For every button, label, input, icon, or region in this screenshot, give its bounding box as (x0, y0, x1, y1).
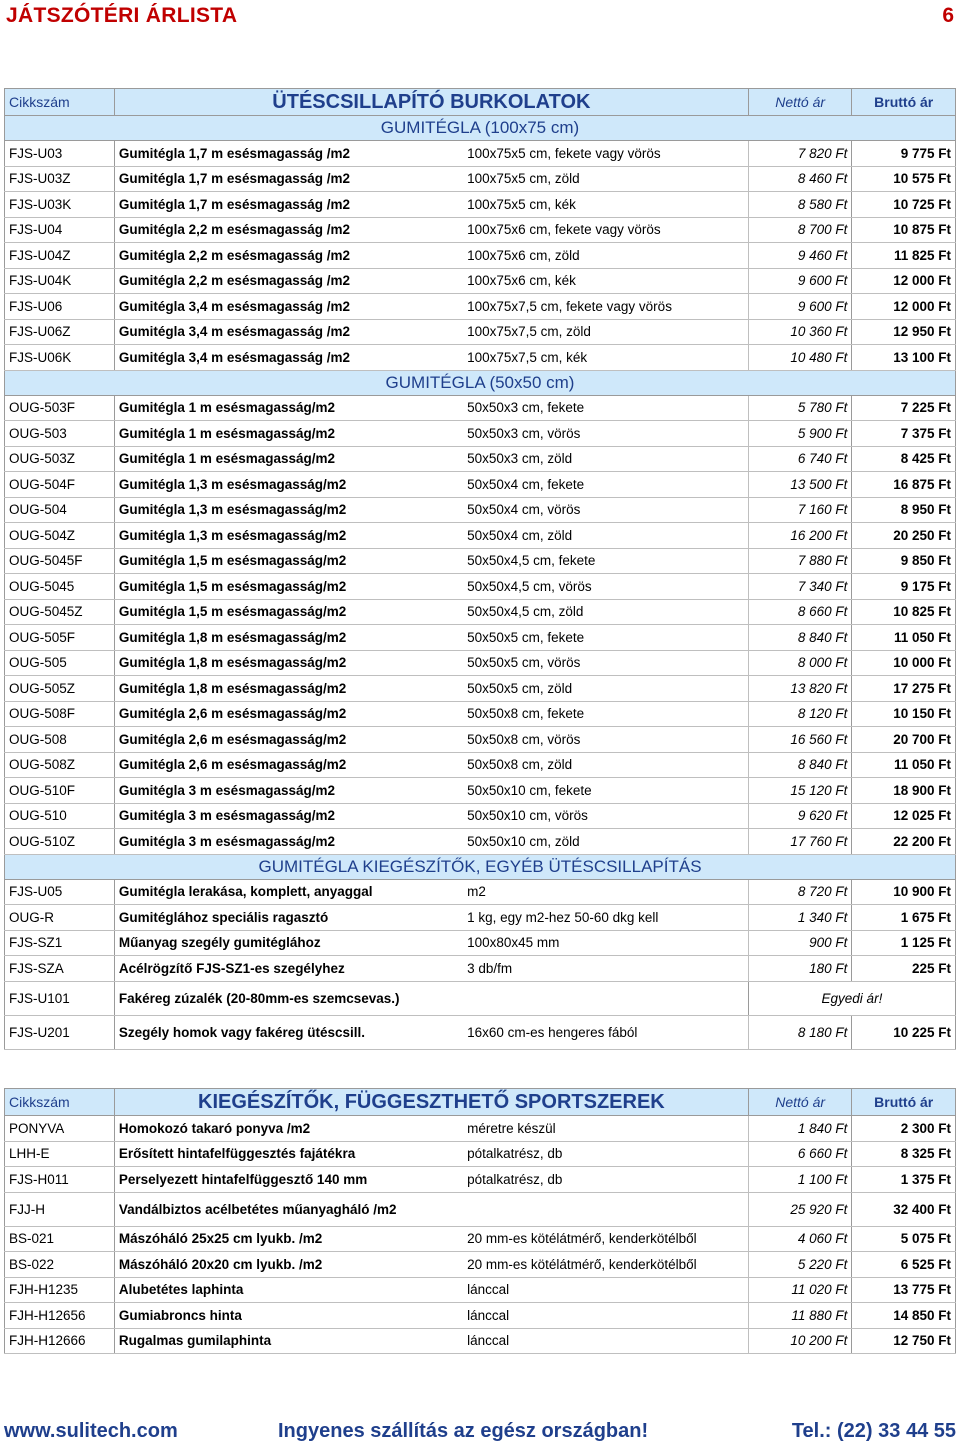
item-spec: 50x50x5 cm, zöld (463, 676, 748, 702)
table-row (5, 1192, 956, 1226)
table-row (5, 294, 956, 320)
item-code: OUG-503Z (5, 446, 115, 472)
item-spec: lánccal (463, 1303, 748, 1329)
item-gross-price: 11 050 Ft (852, 625, 956, 651)
page-header (6, 4, 956, 34)
table-row (5, 956, 956, 982)
table-row (5, 701, 956, 727)
item-gross-price: 1 125 Ft (852, 930, 956, 956)
item-name: Alubetétes laphinta (114, 1277, 463, 1303)
item-spec: 50x50x4 cm, vörös (463, 497, 748, 523)
item-name: Szegély homok vagy fakéreg ütéscsill. (114, 1015, 463, 1049)
item-net-price: 180 Ft (748, 956, 852, 982)
item-gross-price: 20 250 Ft (852, 523, 956, 549)
section-title: KIEGÉSZÍTŐK, FÜGGESZTHETŐ SPORTSZEREK (114, 1089, 748, 1116)
table-row (5, 727, 956, 753)
item-code: BS-021 (5, 1226, 115, 1252)
table-header-row (5, 1089, 956, 1116)
item-code: FJS-U101 (5, 981, 115, 1015)
item-net-price: 11 020 Ft (748, 1277, 852, 1303)
item-net-price: 1 100 Ft (748, 1167, 852, 1193)
item-net-price: 16 200 Ft (748, 523, 852, 549)
item-gross-price: 10 000 Ft (852, 650, 956, 676)
item-net-price: 8 460 Ft (748, 166, 852, 192)
item-spec: 50x50x4 cm, zöld (463, 523, 748, 549)
item-net-price: 8 660 Ft (748, 599, 852, 625)
item-name: Gumitégla 1,8 m esésmagasság/m2 (114, 625, 463, 651)
item-spec: 100x80x45 mm (463, 930, 748, 956)
item-spec: 1 kg, egy m2-hez 50-60 dkg kell (463, 905, 748, 931)
table-row (5, 166, 956, 192)
item-code: FJJ-H (5, 1192, 115, 1226)
item-spec: 50x50x10 cm, fekete (463, 778, 748, 804)
item-net-price: 6 660 Ft (748, 1141, 852, 1167)
table-row (5, 1328, 956, 1354)
item-net-price: 5 780 Ft (748, 395, 852, 421)
item-code: OUG-503F (5, 395, 115, 421)
item-spec: 100x75x7,5 cm, kék (463, 345, 748, 371)
table-row (5, 930, 956, 956)
group-title: GUMITÉGLA (50x50 cm) (5, 370, 956, 395)
item-gross-price: 9 775 Ft (852, 141, 956, 167)
table-row (5, 497, 956, 523)
item-gross-price: 12 000 Ft (852, 268, 956, 294)
item-net-price: 5 900 Ft (748, 421, 852, 447)
item-code: FJS-U04 (5, 217, 115, 243)
item-spec: 50x50x3 cm, fekete (463, 395, 748, 421)
item-code: LHH-E (5, 1141, 115, 1167)
item-code: FJS-H011 (5, 1167, 115, 1193)
item-gross-price: 10 150 Ft (852, 701, 956, 727)
table-row (5, 446, 956, 472)
table-row (5, 548, 956, 574)
item-net-price: 8 180 Ft (748, 1015, 852, 1049)
item-gross-price: 10 900 Ft (852, 879, 956, 905)
item-name: Gumitégla lerakása, komplett, anyaggal (114, 879, 463, 905)
item-name: Homokozó takaró ponyva /m2 (114, 1116, 463, 1142)
item-code: OUG-503 (5, 421, 115, 447)
item-name: Mászóháló 25x25 cm lyukb. /m2 (114, 1226, 463, 1252)
item-net-price: 1 340 Ft (748, 905, 852, 931)
price-table-surfacing (4, 88, 956, 1050)
table-row (5, 523, 956, 549)
item-net-price: 10 480 Ft (748, 345, 852, 371)
item-name: Gumitégla 2,6 m esésmagasság/m2 (114, 752, 463, 778)
item-name: Rugalmas gumilaphinta (114, 1328, 463, 1354)
item-net-price: 8 000 Ft (748, 650, 852, 676)
item-spec: 100x75x5 cm, kék (463, 192, 748, 218)
item-code: OUG-505 (5, 650, 115, 676)
item-spec: 16x60 cm-es hengeres fából (463, 1015, 748, 1049)
item-net-price: 7 160 Ft (748, 497, 852, 523)
item-spec: 50x50x4,5 cm, zöld (463, 599, 748, 625)
item-spec: lánccal (463, 1277, 748, 1303)
item-net-price: 5 220 Ft (748, 1252, 852, 1278)
item-gross-price: 8 950 Ft (852, 497, 956, 523)
item-net-price: 8 580 Ft (748, 192, 852, 218)
table-row (5, 752, 956, 778)
item-gross-price: 13 775 Ft (852, 1277, 956, 1303)
item-gross-price: 5 075 Ft (852, 1226, 956, 1252)
item-name: Gumitégla 1,7 m esésmagasság /m2 (114, 141, 463, 167)
item-gross-price: 32 400 Ft (852, 1192, 956, 1226)
item-gross-price: 18 900 Ft (852, 778, 956, 804)
item-spec: 50x50x5 cm, vörös (463, 650, 748, 676)
table-row (5, 1167, 956, 1193)
item-code: OUG-5045Z (5, 599, 115, 625)
item-gross-price: 11 050 Ft (852, 752, 956, 778)
item-net-price: 16 560 Ft (748, 727, 852, 753)
item-name: Gumitégla 3 m esésmagasság/m2 (114, 803, 463, 829)
table-row (5, 345, 956, 371)
item-code: FJH-H12656 (5, 1303, 115, 1329)
table-row (5, 625, 956, 651)
table-row (5, 803, 956, 829)
item-spec: 50x50x4 cm, fekete (463, 472, 748, 498)
item-name: Gumitégla 1,3 m esésmagasság/m2 (114, 523, 463, 549)
table-row (5, 676, 956, 702)
item-code: FJS-U03Z (5, 166, 115, 192)
table-row (5, 421, 956, 447)
footer-phone: Tel.: (22) 33 44 55 (791, 1420, 956, 1442)
item-gross-price: 2 300 Ft (852, 1116, 956, 1142)
table-row (5, 1226, 956, 1252)
item-code: OUG-508F (5, 701, 115, 727)
item-name: Gumitégla 3,4 m esésmagasság /m2 (114, 319, 463, 345)
item-name: Gumitégla 3,4 m esésmagasság /m2 (114, 345, 463, 371)
item-code: FJS-U05 (5, 879, 115, 905)
table-row (5, 1252, 956, 1278)
group-header-row (5, 116, 956, 141)
item-net-price: 9 600 Ft (748, 268, 852, 294)
item-net-price: 15 120 Ft (748, 778, 852, 804)
group-header-row (5, 370, 956, 395)
item-spec: m2 (463, 879, 748, 905)
item-spec: 50x50x10 cm, zöld (463, 829, 748, 855)
item-name: Gumitégla 1,8 m esésmagasság/m2 (114, 676, 463, 702)
item-spec: pótalkatrész, db (463, 1141, 748, 1167)
item-name: Gumitégla 2,6 m esésmagasság/m2 (114, 701, 463, 727)
item-code: FJS-U06 (5, 294, 115, 320)
item-code: OUG-5045 (5, 574, 115, 600)
item-spec: 50x50x3 cm, vörös (463, 421, 748, 447)
item-code: OUG-508Z (5, 752, 115, 778)
item-code: OUG-510F (5, 778, 115, 804)
table-row (5, 650, 956, 676)
item-gross-price: 10 225 Ft (852, 1015, 956, 1049)
item-net-price: 9 620 Ft (748, 803, 852, 829)
item-name: Gumitégla 1,3 m esésmagasság/m2 (114, 497, 463, 523)
table-row (5, 879, 956, 905)
item-spec: 20 mm-es kötélátmérő, kenderkötélből (463, 1226, 748, 1252)
item-name: Gumitégla 3 m esésmagasság/m2 (114, 829, 463, 855)
item-gross-price: 1 375 Ft (852, 1167, 956, 1193)
item-net-price: 8 840 Ft (748, 752, 852, 778)
item-net-price: 7 820 Ft (748, 141, 852, 167)
price-table-accessories (4, 1088, 956, 1354)
item-name: Gumitéglához speciális ragasztó (114, 905, 463, 931)
item-spec: 50x50x4,5 cm, vörös (463, 574, 748, 600)
item-code: OUG-R (5, 905, 115, 931)
item-gross-price: 17 275 Ft (852, 676, 956, 702)
item-code: FJS-SZA (5, 956, 115, 982)
item-net-price: 7 340 Ft (748, 574, 852, 600)
table-row (5, 1015, 956, 1049)
table-row (5, 243, 956, 269)
item-name: Gumitégla 2,6 m esésmagasság/m2 (114, 727, 463, 753)
table-row (5, 192, 956, 218)
item-spec: 50x50x4,5 cm, fekete (463, 548, 748, 574)
item-name: Gumitégla 2,2 m esésmagasság /m2 (114, 217, 463, 243)
item-name: Gumitégla 1,7 m esésmagasság /m2 (114, 166, 463, 192)
item-name: Műanyag szegély gumitéglához (114, 930, 463, 956)
column-header-net: Nettó ár (748, 89, 852, 116)
table-row (5, 829, 956, 855)
item-net-price: 10 200 Ft (748, 1328, 852, 1354)
item-gross-price: 14 850 Ft (852, 1303, 956, 1329)
item-code: OUG-504 (5, 497, 115, 523)
item-spec: 100x75x6 cm, kék (463, 268, 748, 294)
item-net-price: 1 840 Ft (748, 1116, 852, 1142)
item-spec: 50x50x8 cm, fekete (463, 701, 748, 727)
item-net-price: 13 500 Ft (748, 472, 852, 498)
item-name: Gumitégla 2,2 m esésmagasság /m2 (114, 243, 463, 269)
item-gross-price: 1 675 Ft (852, 905, 956, 931)
section-title: ÜTÉSCSILLAPÍTÓ BURKOLATOK (114, 89, 748, 116)
item-gross-price: 10 725 Ft (852, 192, 956, 218)
item-gross-price: 8 425 Ft (852, 446, 956, 472)
item-net-price: 13 820 Ft (748, 676, 852, 702)
table-row (5, 981, 956, 1015)
item-gross-price: 12 025 Ft (852, 803, 956, 829)
table-row (5, 319, 956, 345)
footer-shipping-note: Ingyenes szállítás az egész országban! (278, 1420, 649, 1442)
item-name: Gumitégla 1,3 m esésmagasság/m2 (114, 472, 463, 498)
item-name: Gumiabroncs hinta (114, 1303, 463, 1329)
table-row (5, 778, 956, 804)
item-code: FJS-SZ1 (5, 930, 115, 956)
item-code: FJS-U03K (5, 192, 115, 218)
item-net-price: 11 880 Ft (748, 1303, 852, 1329)
item-code: OUG-510Z (5, 829, 115, 855)
item-code: FJS-U04K (5, 268, 115, 294)
item-gross-price: 16 875 Ft (852, 472, 956, 498)
item-spec: 50x50x8 cm, vörös (463, 727, 748, 753)
item-gross-price: 12 000 Ft (852, 294, 956, 320)
table-row (5, 905, 956, 931)
item-net-price: 25 920 Ft (748, 1192, 852, 1226)
group-title: GUMITÉGLA KIEGÉSZÍTŐK, EGYÉB ÜTÉSCSILLAPÍTÁS (5, 854, 956, 879)
item-gross-price: 20 700 Ft (852, 727, 956, 753)
page-number: 6 (942, 4, 954, 27)
item-name: Gumitégla 1,5 m esésmagasság/m2 (114, 574, 463, 600)
item-price-note: Egyedi ár! (748, 981, 955, 1015)
item-net-price: 8 120 Ft (748, 701, 852, 727)
item-name: Gumitégla 1,8 m esésmagasság/m2 (114, 650, 463, 676)
item-net-price: 10 360 Ft (748, 319, 852, 345)
item-code: FJS-U04Z (5, 243, 115, 269)
item-name: Perselyezett hintafelfüggesztő 140 mm (114, 1167, 463, 1193)
item-net-price: 900 Ft (748, 930, 852, 956)
item-spec: 100x75x5 cm, fekete vagy vörös (463, 141, 748, 167)
item-gross-price: 8 325 Ft (852, 1141, 956, 1167)
item-net-price: 8 720 Ft (748, 879, 852, 905)
table-row (5, 141, 956, 167)
item-spec: 100x75x6 cm, zöld (463, 243, 748, 269)
item-name: Acélrögzítő FJS-SZ1-es szegélyhez (114, 956, 463, 982)
item-spec: pótalkatrész, db (463, 1167, 748, 1193)
item-code: OUG-510 (5, 803, 115, 829)
item-spec: 3 db/fm (463, 956, 748, 982)
item-net-price: 6 740 Ft (748, 446, 852, 472)
item-code: OUG-505Z (5, 676, 115, 702)
item-code: FJS-U06K (5, 345, 115, 371)
item-spec: 20 mm-es kötélátmérő, kenderkötélből (463, 1252, 748, 1278)
page-title: JÁTSZÓTÉRI ÁRLISTA (6, 4, 238, 27)
group-title: GUMITÉGLA (100x75 cm) (5, 116, 956, 141)
item-gross-price: 7 225 Ft (852, 395, 956, 421)
item-name: Gumitégla 1,5 m esésmagasság/m2 (114, 599, 463, 625)
item-name: Gumitégla 3,4 m esésmagasság /m2 (114, 294, 463, 320)
item-gross-price: 9 175 Ft (852, 574, 956, 600)
item-gross-price: 7 375 Ft (852, 421, 956, 447)
item-spec: 100x75x6 cm, fekete vagy vörös (463, 217, 748, 243)
item-net-price: 7 880 Ft (748, 548, 852, 574)
item-spec: 100x75x7,5 cm, zöld (463, 319, 748, 345)
item-name: Gumitégla 1,7 m esésmagasság /m2 (114, 192, 463, 218)
table-row (5, 395, 956, 421)
table-header-row (5, 89, 956, 116)
item-gross-price: 9 850 Ft (852, 548, 956, 574)
column-header-gross: Bruttó ár (852, 89, 956, 116)
item-name: Erősített hintafelfüggesztés fajátékra (114, 1141, 463, 1167)
item-spec: méretre készül (463, 1116, 748, 1142)
item-net-price: 17 760 Ft (748, 829, 852, 855)
table-row (5, 217, 956, 243)
item-gross-price: 10 825 Ft (852, 599, 956, 625)
item-name: Mászóháló 20x20 cm lyukb. /m2 (114, 1252, 463, 1278)
item-spec: 100x75x5 cm, zöld (463, 166, 748, 192)
item-gross-price: 225 Ft (852, 956, 956, 982)
column-header-gross: Bruttó ár (852, 1089, 956, 1116)
item-net-price: 9 600 Ft (748, 294, 852, 320)
item-spec: 50x50x8 cm, zöld (463, 752, 748, 778)
item-spec: 100x75x7,5 cm, fekete vagy vörös (463, 294, 748, 320)
item-name: Gumitégla 1 m esésmagasság/m2 (114, 421, 463, 447)
item-code: OUG-5045F (5, 548, 115, 574)
page-footer (4, 1420, 956, 1448)
table-row (5, 574, 956, 600)
table-row (5, 599, 956, 625)
item-code: OUG-508 (5, 727, 115, 753)
table-row (5, 472, 956, 498)
item-code: FJH-H1235 (5, 1277, 115, 1303)
item-net-price: 4 060 Ft (748, 1226, 852, 1252)
table-row (5, 1116, 956, 1142)
item-code: OUG-504Z (5, 523, 115, 549)
item-net-price: 8 700 Ft (748, 217, 852, 243)
table-row (5, 268, 956, 294)
item-code: OUG-504F (5, 472, 115, 498)
item-name: Gumitégla 1 m esésmagasság/m2 (114, 446, 463, 472)
item-spec: 50x50x3 cm, zöld (463, 446, 748, 472)
item-name: Fakéreg zúzalék (20-80mm-es szemcsevas.) (114, 981, 748, 1015)
item-spec: 50x50x10 cm, vörös (463, 803, 748, 829)
table-row (5, 1303, 956, 1329)
item-code: FJS-U201 (5, 1015, 115, 1049)
item-code: BS-022 (5, 1252, 115, 1278)
item-code: PONYVA (5, 1116, 115, 1142)
item-name: Gumitégla 3 m esésmagasság/m2 (114, 778, 463, 804)
item-code: FJH-H12666 (5, 1328, 115, 1354)
item-gross-price: 10 575 Ft (852, 166, 956, 192)
item-net-price: 8 840 Ft (748, 625, 852, 651)
item-gross-price: 6 525 Ft (852, 1252, 956, 1278)
item-gross-price: 22 200 Ft (852, 829, 956, 855)
column-header-net: Nettó ár (748, 1089, 852, 1116)
footer-website-link[interactable]: www.sulitech.com (4, 1420, 178, 1442)
item-name: Vandálbiztos acélbetétes műanyagháló /m2 (114, 1192, 463, 1226)
item-spec: lánccal (463, 1328, 748, 1354)
column-header-code: Cikkszám (5, 1089, 115, 1116)
group-header-row (5, 854, 956, 879)
column-header-code: Cikkszám (5, 89, 115, 116)
item-name: Gumitégla 1 m esésmagasság/m2 (114, 395, 463, 421)
item-net-price: 9 460 Ft (748, 243, 852, 269)
item-name: Gumitégla 2,2 m esésmagasság /m2 (114, 268, 463, 294)
item-code: FJS-U03 (5, 141, 115, 167)
item-code: OUG-505F (5, 625, 115, 651)
item-spec (463, 1192, 748, 1226)
item-name: Gumitégla 1,5 m esésmagasság/m2 (114, 548, 463, 574)
table-row (5, 1141, 956, 1167)
item-gross-price: 12 950 Ft (852, 319, 956, 345)
item-gross-price: 10 875 Ft (852, 217, 956, 243)
item-spec: 50x50x5 cm, fekete (463, 625, 748, 651)
item-gross-price: 12 750 Ft (852, 1328, 956, 1354)
item-gross-price: 13 100 Ft (852, 345, 956, 371)
table-row (5, 1277, 956, 1303)
item-code: FJS-U06Z (5, 319, 115, 345)
item-gross-price: 11 825 Ft (852, 243, 956, 269)
